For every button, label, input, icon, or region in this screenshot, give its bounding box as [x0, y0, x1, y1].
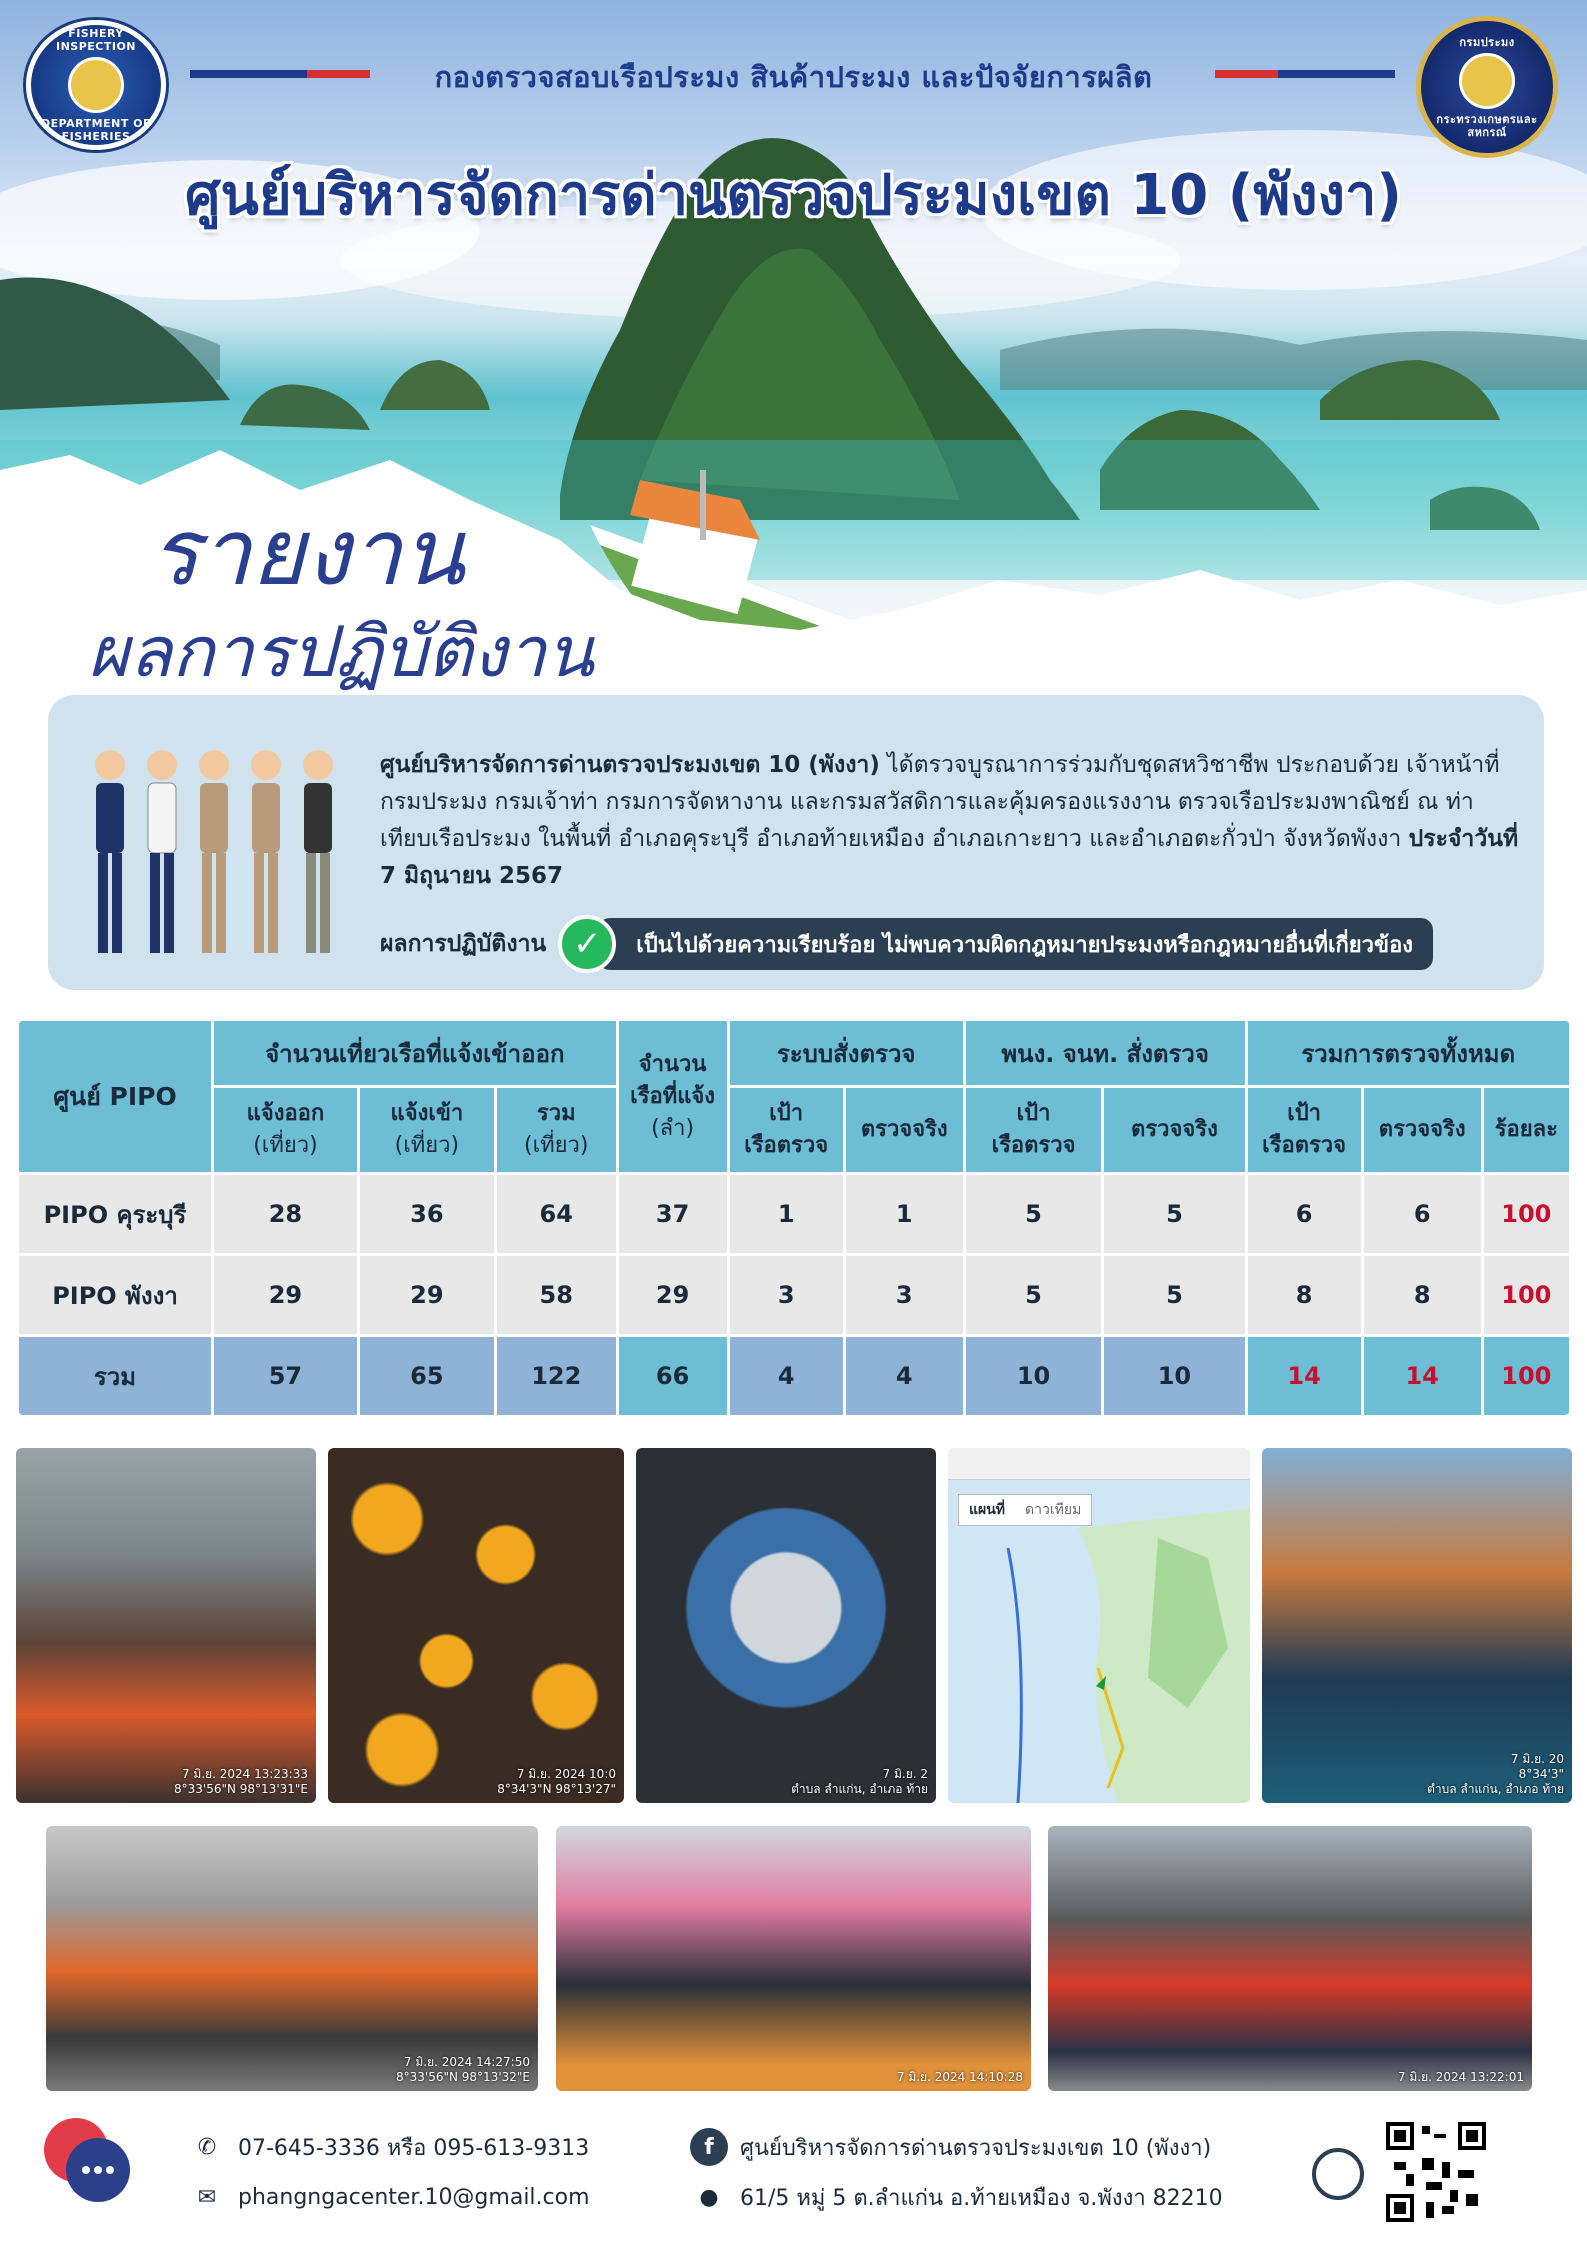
logo-left-text: FISHERY INSPECTION	[55, 27, 137, 53]
globe-icon[interactable]	[1312, 2148, 1364, 2200]
col-sum-label: รวม	[536, 1101, 576, 1126]
summary-org: ศูนย์บริหารจัดการด่านตรวจประมงเขต 10 (พังงา)	[380, 752, 880, 778]
cell-sum: 64	[497, 1175, 616, 1253]
cell-sys-actual: 1	[846, 1175, 963, 1253]
cell-out: 28	[214, 1175, 357, 1253]
col-center-header: ศูนย์ PIPO	[19, 1021, 211, 1172]
fishery-inspection-logo	[26, 20, 166, 150]
cell-percent: 100	[1484, 1256, 1569, 1334]
col-boats-line2: เรือที่แจ้ง	[630, 1083, 716, 1109]
phone-icon: ✆	[197, 2134, 217, 2160]
total-name: รวม	[19, 1337, 211, 1415]
col-tot-target-line1: เป้า	[1287, 1101, 1322, 1126]
col-off-target-line2: เรือตรวจ	[991, 1133, 1076, 1158]
col-tot-target-line2: เรือตรวจ	[1262, 1133, 1347, 1158]
footer-phone	[188, 2128, 589, 2166]
total-off-actual: 10	[1104, 1337, 1244, 1415]
photo-stamp: 7 มิ.ย. 2024 14:10:28	[896, 2070, 1023, 2084]
map-tab-map[interactable]: แผนที่	[969, 1502, 1006, 1518]
cell-sys-actual: 3	[846, 1256, 963, 1334]
logo-right-sub: กระทรวงเกษตรและสหกรณ์	[1436, 112, 1538, 139]
total-off-target: 10	[966, 1337, 1102, 1415]
cell-in: 29	[360, 1256, 494, 1334]
check-icon: ✓	[558, 915, 616, 973]
total-sys-actual: 4	[846, 1337, 963, 1415]
total-percent: 100	[1484, 1337, 1569, 1415]
facebook-icon: f	[690, 2128, 728, 2166]
cell-tot-actual: 6	[1364, 1175, 1481, 1253]
cell-tot-actual: 8	[1364, 1256, 1481, 1334]
col-sum-unit: (เที่ยว)	[524, 1133, 589, 1158]
phone-number[interactable]: 07-645-3336 หรือ 095-613-9313	[238, 2135, 590, 2161]
map-tab-satellite[interactable]: ดาวเทียม	[1025, 1502, 1082, 1518]
photo-officer-interview	[1048, 1826, 1532, 2091]
cell-off-target: 5	[966, 1175, 1102, 1253]
photo-crew-lineup	[46, 1826, 538, 2091]
table-row	[19, 1175, 1569, 1253]
location-pin-icon: ●	[699, 2184, 719, 2210]
photo-stamp: 7 มิ.ย. 20 8°34'3" ตำบล ลำแก่น, อำเภอ ท้าย	[1427, 1752, 1564, 1796]
photo-map	[948, 1448, 1250, 1803]
col-boats-unit: (ลำ)	[651, 1115, 695, 1141]
summary-text	[380, 747, 1520, 895]
col-boats-header	[619, 1021, 727, 1172]
table-total-row	[19, 1337, 1569, 1415]
cell-boats: 37	[619, 1175, 727, 1253]
summary-card	[48, 695, 1544, 990]
total-tot-target: 14	[1248, 1337, 1361, 1415]
photo-desk-inspection	[556, 1826, 1031, 2091]
cell-percent: 100	[1484, 1175, 1569, 1253]
header-stripe-right	[1215, 70, 1395, 78]
report-title-line2: ผลการปฏิบัติงาน	[88, 611, 594, 693]
photo-stamp: 7 มิ.ย. 2024 13:22:01	[1397, 2070, 1524, 2084]
col-in-unit: (เที่ยว)	[394, 1133, 460, 1158]
col-sys-actual-header: ตรวจจริง	[846, 1088, 963, 1172]
col-off-actual-header: ตรวจจริง	[1104, 1088, 1244, 1172]
logo-right-text: กรมประมง	[1459, 35, 1515, 49]
group-trips-header: จำนวนเที่ยวเรือที่แจ้งเข้าออก	[214, 1021, 616, 1085]
officers-illustration	[88, 745, 348, 965]
cell-out: 29	[214, 1256, 357, 1334]
photo-fish-hold	[636, 1448, 936, 1803]
col-off-target-header	[966, 1088, 1102, 1172]
address-text: 61/5 หมู่ 5 ต.ลำแก่น อ.ท้ายเหมือง จ.พังงา 82210	[740, 2185, 1223, 2211]
photo-fishing-net-floats	[328, 1448, 624, 1803]
photo-stamp: 7 มิ.ย. 2024 13:23:33 8°33'56"N 98°13'31"E	[174, 1767, 308, 1796]
photo-pier-crew	[16, 1448, 316, 1803]
inspection-stats-table	[16, 1018, 1572, 1418]
cell-boats: 29	[619, 1256, 727, 1334]
cell-tot-target: 6	[1248, 1175, 1361, 1253]
col-percent-header: ร้อยละ	[1484, 1088, 1569, 1172]
photo-stamp: 7 มิ.ย. 2024 10:0 8°34'3"N 98°13'27"	[497, 1767, 616, 1796]
col-sys-target-line2: เรือตรวจ	[744, 1133, 829, 1158]
department-name: กองตรวจสอบเรือประมง สินค้าประมง และปัจจัยการผลิต	[434, 60, 1153, 94]
footer-address	[690, 2178, 1223, 2216]
logo-left-sub: DEPARTMENT OF FISHERIES	[40, 117, 152, 143]
group-system-header: ระบบสั่งตรวจ	[730, 1021, 963, 1085]
cell-sys-target: 1	[730, 1175, 843, 1253]
col-in-header	[360, 1088, 494, 1172]
col-sys-target-line1: เป้า	[769, 1101, 804, 1126]
table-row	[19, 1256, 1569, 1334]
col-out-label: แจ้งออก	[246, 1101, 325, 1126]
center-title: ศูนย์บริหารจัดการด่านตรวจประมงเขต 10 (พังงา)	[184, 163, 1402, 228]
row-name: PIPO คุระบุรี	[19, 1175, 211, 1253]
mail-icon: ✉	[197, 2184, 217, 2210]
total-sum: 122	[497, 1337, 616, 1415]
report-title-line1: รายงาน	[150, 499, 465, 606]
map-landmass	[948, 1448, 1250, 1803]
hero-banner	[0, 0, 1587, 720]
group-total-header: รวมการตรวจทั้งหมด	[1248, 1021, 1569, 1085]
facebook-page[interactable]: ศูนย์บริหารจัดการด่านตรวจประมงเขต 10 (พังงา)	[740, 2135, 1212, 2161]
col-off-target-line1: เป้า	[1016, 1101, 1051, 1126]
result-row	[380, 915, 1433, 973]
row-name: PIPO พังงา	[19, 1256, 211, 1334]
group-officer-header: พนง. จนท. สั่งตรวจ	[966, 1021, 1245, 1085]
col-in-label: แจ้งเข้า	[390, 1101, 464, 1126]
email-address[interactable]: phangngacenter.10@gmail.com	[238, 2184, 590, 2210]
cell-off-actual: 5	[1104, 1256, 1244, 1334]
chat-bubbles-icon	[38, 2112, 138, 2208]
total-sys-target: 4	[730, 1337, 843, 1415]
photo-paperwork-dock	[1262, 1448, 1572, 1803]
summary-body: ได้ตรวจบูรณาการร่วมกับชุดสหวิชาชีพ ประกอบด้วย เจ้าหน้าที่กรมประมง กรมเจ้าท่า กรมการจัดหางาน และกรมสวัสดิการและคุ้มครองแรงงาน ตรวจเรือประมงพาณิชย์ ณ ท่าเทียบเรือประมง ในพื้นที่ อำเภอคุระบุรี อำเภอท้ายเหมือง อำเภอเกาะยาว และอำเภอตะกั่วป่า จังหวัดพังงา	[380, 752, 1500, 852]
result-text: เป็นไปด้วยความเรียบร้อย ไม่พบความผิดกฎหมายประมงหรือกฎหมายอื่นที่เกี่ยวข้อง	[598, 918, 1433, 970]
photo-stamp: 7 มิ.ย. 2024 14:27:50 8°33'56"N 98°13'32"E	[396, 2055, 530, 2084]
qr-code[interactable]	[1386, 2122, 1486, 2222]
cell-off-actual: 5	[1104, 1175, 1244, 1253]
col-sys-target-header	[730, 1088, 843, 1172]
photo-stamp: 7 มิ.ย. 2 ตำบล ลำแก่น, อำเภอ ท้าย	[791, 1767, 928, 1796]
total-out: 57	[214, 1337, 357, 1415]
col-sum-header	[497, 1088, 616, 1172]
cell-off-target: 5	[966, 1256, 1102, 1334]
cell-sum: 58	[497, 1256, 616, 1334]
col-tot-actual-header: ตรวจจริง	[1364, 1088, 1481, 1172]
emblem-icon	[68, 57, 124, 113]
footer-email	[188, 2178, 590, 2216]
summary-date: ประจำวันที่ 7 มิถุนายน 2567	[380, 826, 1519, 889]
total-in: 65	[360, 1337, 494, 1415]
col-boats-line1: จำนวน	[638, 1051, 707, 1077]
total-boats: 66	[619, 1337, 727, 1415]
col-tot-target-header	[1248, 1088, 1361, 1172]
cell-sys-target: 3	[730, 1256, 843, 1334]
emblem-icon	[1459, 53, 1515, 109]
header-stripe-left	[190, 70, 370, 78]
total-tot-actual: 14	[1364, 1337, 1481, 1415]
cell-in: 36	[360, 1175, 494, 1253]
footer-facebook	[690, 2128, 1211, 2166]
col-out-header	[214, 1088, 357, 1172]
department-of-fisheries-logo	[1416, 16, 1558, 158]
cell-tot-target: 8	[1248, 1256, 1361, 1334]
col-out-unit: (เที่ยว)	[253, 1133, 318, 1158]
result-label: ผลการปฏิบัติงาน	[380, 931, 547, 957]
